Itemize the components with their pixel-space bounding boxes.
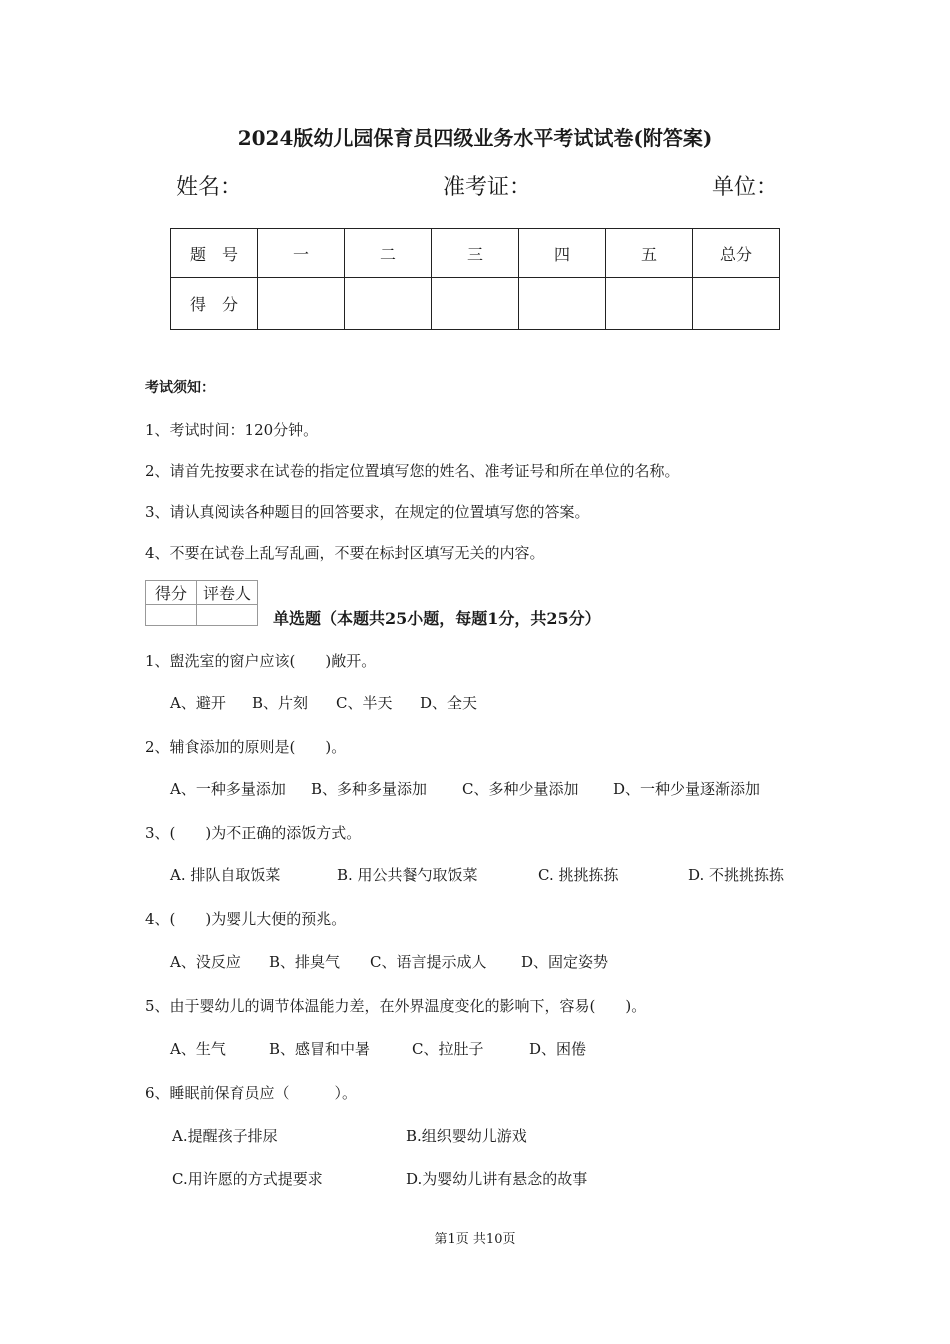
- question-option: C、拉肚子: [412, 1040, 484, 1058]
- question-option: D、全天: [420, 694, 478, 712]
- question-option: C、多种少量添加: [462, 780, 579, 798]
- score-header-cell: 二: [345, 229, 432, 278]
- question-option: A、生气: [170, 1040, 226, 1058]
- page-footer: 第1页 共10页: [434, 1232, 516, 1247]
- question-option: D、一种少量逐渐添加: [613, 780, 761, 798]
- exam-id-label: 准考证：: [443, 175, 532, 200]
- score-cell: [345, 278, 432, 330]
- question-option: B、感冒和中暑: [269, 1040, 371, 1058]
- question-stem: 6、睡眠前保育员应（ ）。: [145, 1084, 358, 1102]
- score-header-cell: 四: [519, 229, 606, 278]
- question-option: B.组织婴幼儿游戏: [406, 1127, 527, 1145]
- notice-item: 1、考试时间：120分钟。: [145, 421, 319, 439]
- question-option: D. 不挑挑拣拣: [688, 866, 785, 884]
- question-stem: 5、由于婴幼儿的调节体温能力差，在外界温度变化的影响下，容易( )。: [145, 997, 647, 1015]
- page-title: 2024版幼儿园保育员四级业务水平考试试卷(附答案): [237, 126, 713, 150]
- notice-item: 4、不要在试卷上乱写乱画，不要在标封区填写无关的内容。: [145, 544, 545, 562]
- grader-box: [145, 580, 258, 626]
- question-option: B、多种多量添加: [311, 780, 428, 798]
- question-stem: 2、辅食添加的原则是( )。: [145, 738, 347, 756]
- score-cell: [693, 278, 780, 330]
- score-header-cell: 一: [258, 229, 345, 278]
- score-cell: [432, 278, 519, 330]
- score-cell: [519, 278, 606, 330]
- question-option: B、片刻: [252, 694, 309, 712]
- section-title: 单选题（本题共25小题，每题1分，共25分）: [273, 609, 601, 628]
- question-option: B. 用公共餐勺取饭菜: [337, 866, 478, 884]
- grader-score-label: 得分: [146, 581, 197, 605]
- grader-name-cell: [197, 605, 258, 626]
- question-option: A.提醒孩子排尿: [172, 1127, 278, 1145]
- grader-name-label: 评卷人: [197, 581, 258, 605]
- question-option: C、半天: [336, 694, 393, 712]
- question-option: A、没反应: [170, 953, 241, 971]
- notice-item: 3、请认真阅读各种题目的回答要求，在规定的位置填写您的答案。: [145, 503, 590, 521]
- score-header-cell: 三: [432, 229, 519, 278]
- question-option: D、困倦: [529, 1040, 587, 1058]
- grader-score-cell: [146, 605, 197, 626]
- question-option: B、排臭气: [269, 953, 341, 971]
- score-table: [170, 228, 780, 330]
- question-option: A、一种多量添加: [170, 780, 286, 798]
- score-cell: [258, 278, 345, 330]
- question-stem: 4、( )为婴儿大便的预兆。: [145, 910, 347, 928]
- notice-item: 2、请首先按要求在试卷的指定位置填写您的姓名、准考证号和所在单位的名称。: [145, 462, 680, 480]
- score-table-score-row: [171, 278, 780, 330]
- unit-label: 单位：: [712, 175, 779, 200]
- question-stem: 1、盥洗室的窗户应该( )敞开。: [145, 652, 377, 670]
- notice-heading: 考试须知：: [145, 380, 215, 396]
- score-row-label: 得 分: [171, 278, 258, 330]
- question-option: A、避开: [170, 694, 226, 712]
- question-option: D、固定姿势: [521, 953, 609, 971]
- question-option: C. 挑挑拣拣: [538, 866, 619, 884]
- question-option: C、语言提示成人: [370, 953, 487, 971]
- question-option: A. 排队自取饭菜: [170, 866, 281, 884]
- score-header-cell: 题 号: [171, 229, 258, 278]
- name-label: 姓名：: [176, 175, 243, 200]
- score-header-cell: 五: [606, 229, 693, 278]
- question-option: C.用许愿的方式提要求: [172, 1170, 323, 1188]
- score-table-header-row: [171, 229, 780, 278]
- score-cell: [606, 278, 693, 330]
- score-header-cell: 总分: [693, 229, 780, 278]
- question-option: D.为婴幼儿讲有悬念的故事: [406, 1170, 588, 1188]
- question-stem: 3、( )为不正确的添饭方式。: [145, 824, 362, 842]
